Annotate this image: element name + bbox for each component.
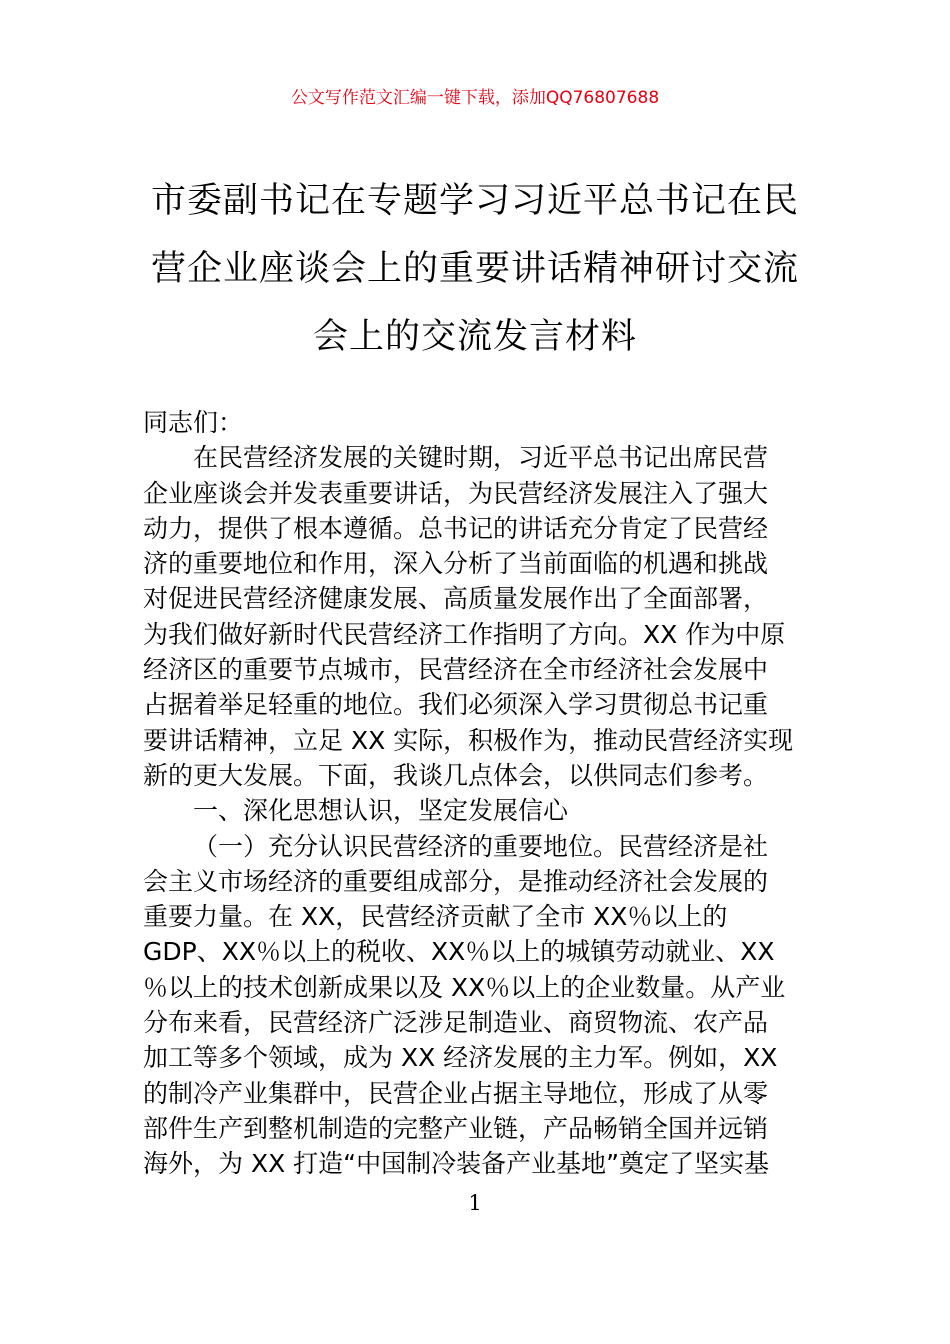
body-line: 的制冷产业集群中，民营企业占据主导地位，形成了从零	[143, 1078, 769, 1108]
body-line: 部件生产到整机制造的完整产业链，产品畅销全国并远销	[143, 1113, 769, 1143]
salutation: 同志们：	[143, 408, 244, 437]
document-body	[143, 405, 808, 1182]
title-line: 会上的交流发言材料	[312, 317, 637, 357]
body-line: 经济区的重要节点城市，民营经济在全市经济社会发展中	[143, 655, 769, 685]
body-line: 为我们做好新时代民营经济工作指明了方向。XX 作为中原	[143, 619, 786, 649]
body-line: 对促进民营经济健康发展、高质量发展作出了全面部署，	[143, 584, 769, 614]
body-line: 分布来看，民营经济广泛涉足制造业、商贸物流、农产品	[143, 1008, 769, 1038]
body-line: 会主义市场经济的重要组成部分，是推动经济社会发展的	[143, 866, 769, 896]
body-line: 海外，为 XX 打造“中国制冷装备产业基地”奠定了坚实基	[143, 1149, 770, 1179]
page-number: 1	[468, 1191, 482, 1215]
body-line: GDP、XX％以上的税收、XX％以上的城镇劳动就业、XX	[143, 937, 775, 967]
body-line: ％以上的技术创新成果以及 XX％以上的企业数量。从产业	[143, 972, 786, 1002]
body-line: 占据着举足轻重的地位。我们必须深入学习贯彻总书记重	[143, 690, 769, 720]
body-line: 动力，提供了根本遵循。总书记的讲话充分肯定了民营经	[143, 513, 769, 543]
section-heading: 一、深化思想认识，坚定发展信心	[193, 796, 569, 826]
body-line: 新的更大发展。下面，我谈几点体会，以供同志们参考。	[143, 760, 769, 790]
body-line: 加工等多个领域，成为 XX 经济发展的主力军。例如，XX	[143, 1043, 778, 1073]
subsection-line: （一）充分认识民营经济的重要地位。民营经济是社	[193, 831, 769, 861]
title-line: 营企业座谈会上的重要讲话精神研讨交流	[150, 249, 799, 289]
body-line: 要讲话精神，立足 XX 实际，积极作为，推动民营经济实现	[143, 725, 794, 755]
body-line: 重要力量。在 XX，民营经济贡献了全市 XX％以上的	[143, 902, 728, 932]
title-line: 市委副书记在专题学习习近平总书记在民	[150, 181, 799, 221]
document-title	[130, 167, 820, 371]
download-promo-note: 公文写作范文汇编一键下载，添加QQ76807688	[290, 88, 660, 108]
body-line: 企业座谈会并发表重要讲话，为民营经济发展注入了强大	[143, 478, 769, 508]
body-line: 济的重要地位和作用，深入分析了当前面临的机遇和挑战	[143, 549, 769, 579]
body-line: 在民营经济发展的关键时期，习近平总书记出席民营	[193, 443, 769, 473]
